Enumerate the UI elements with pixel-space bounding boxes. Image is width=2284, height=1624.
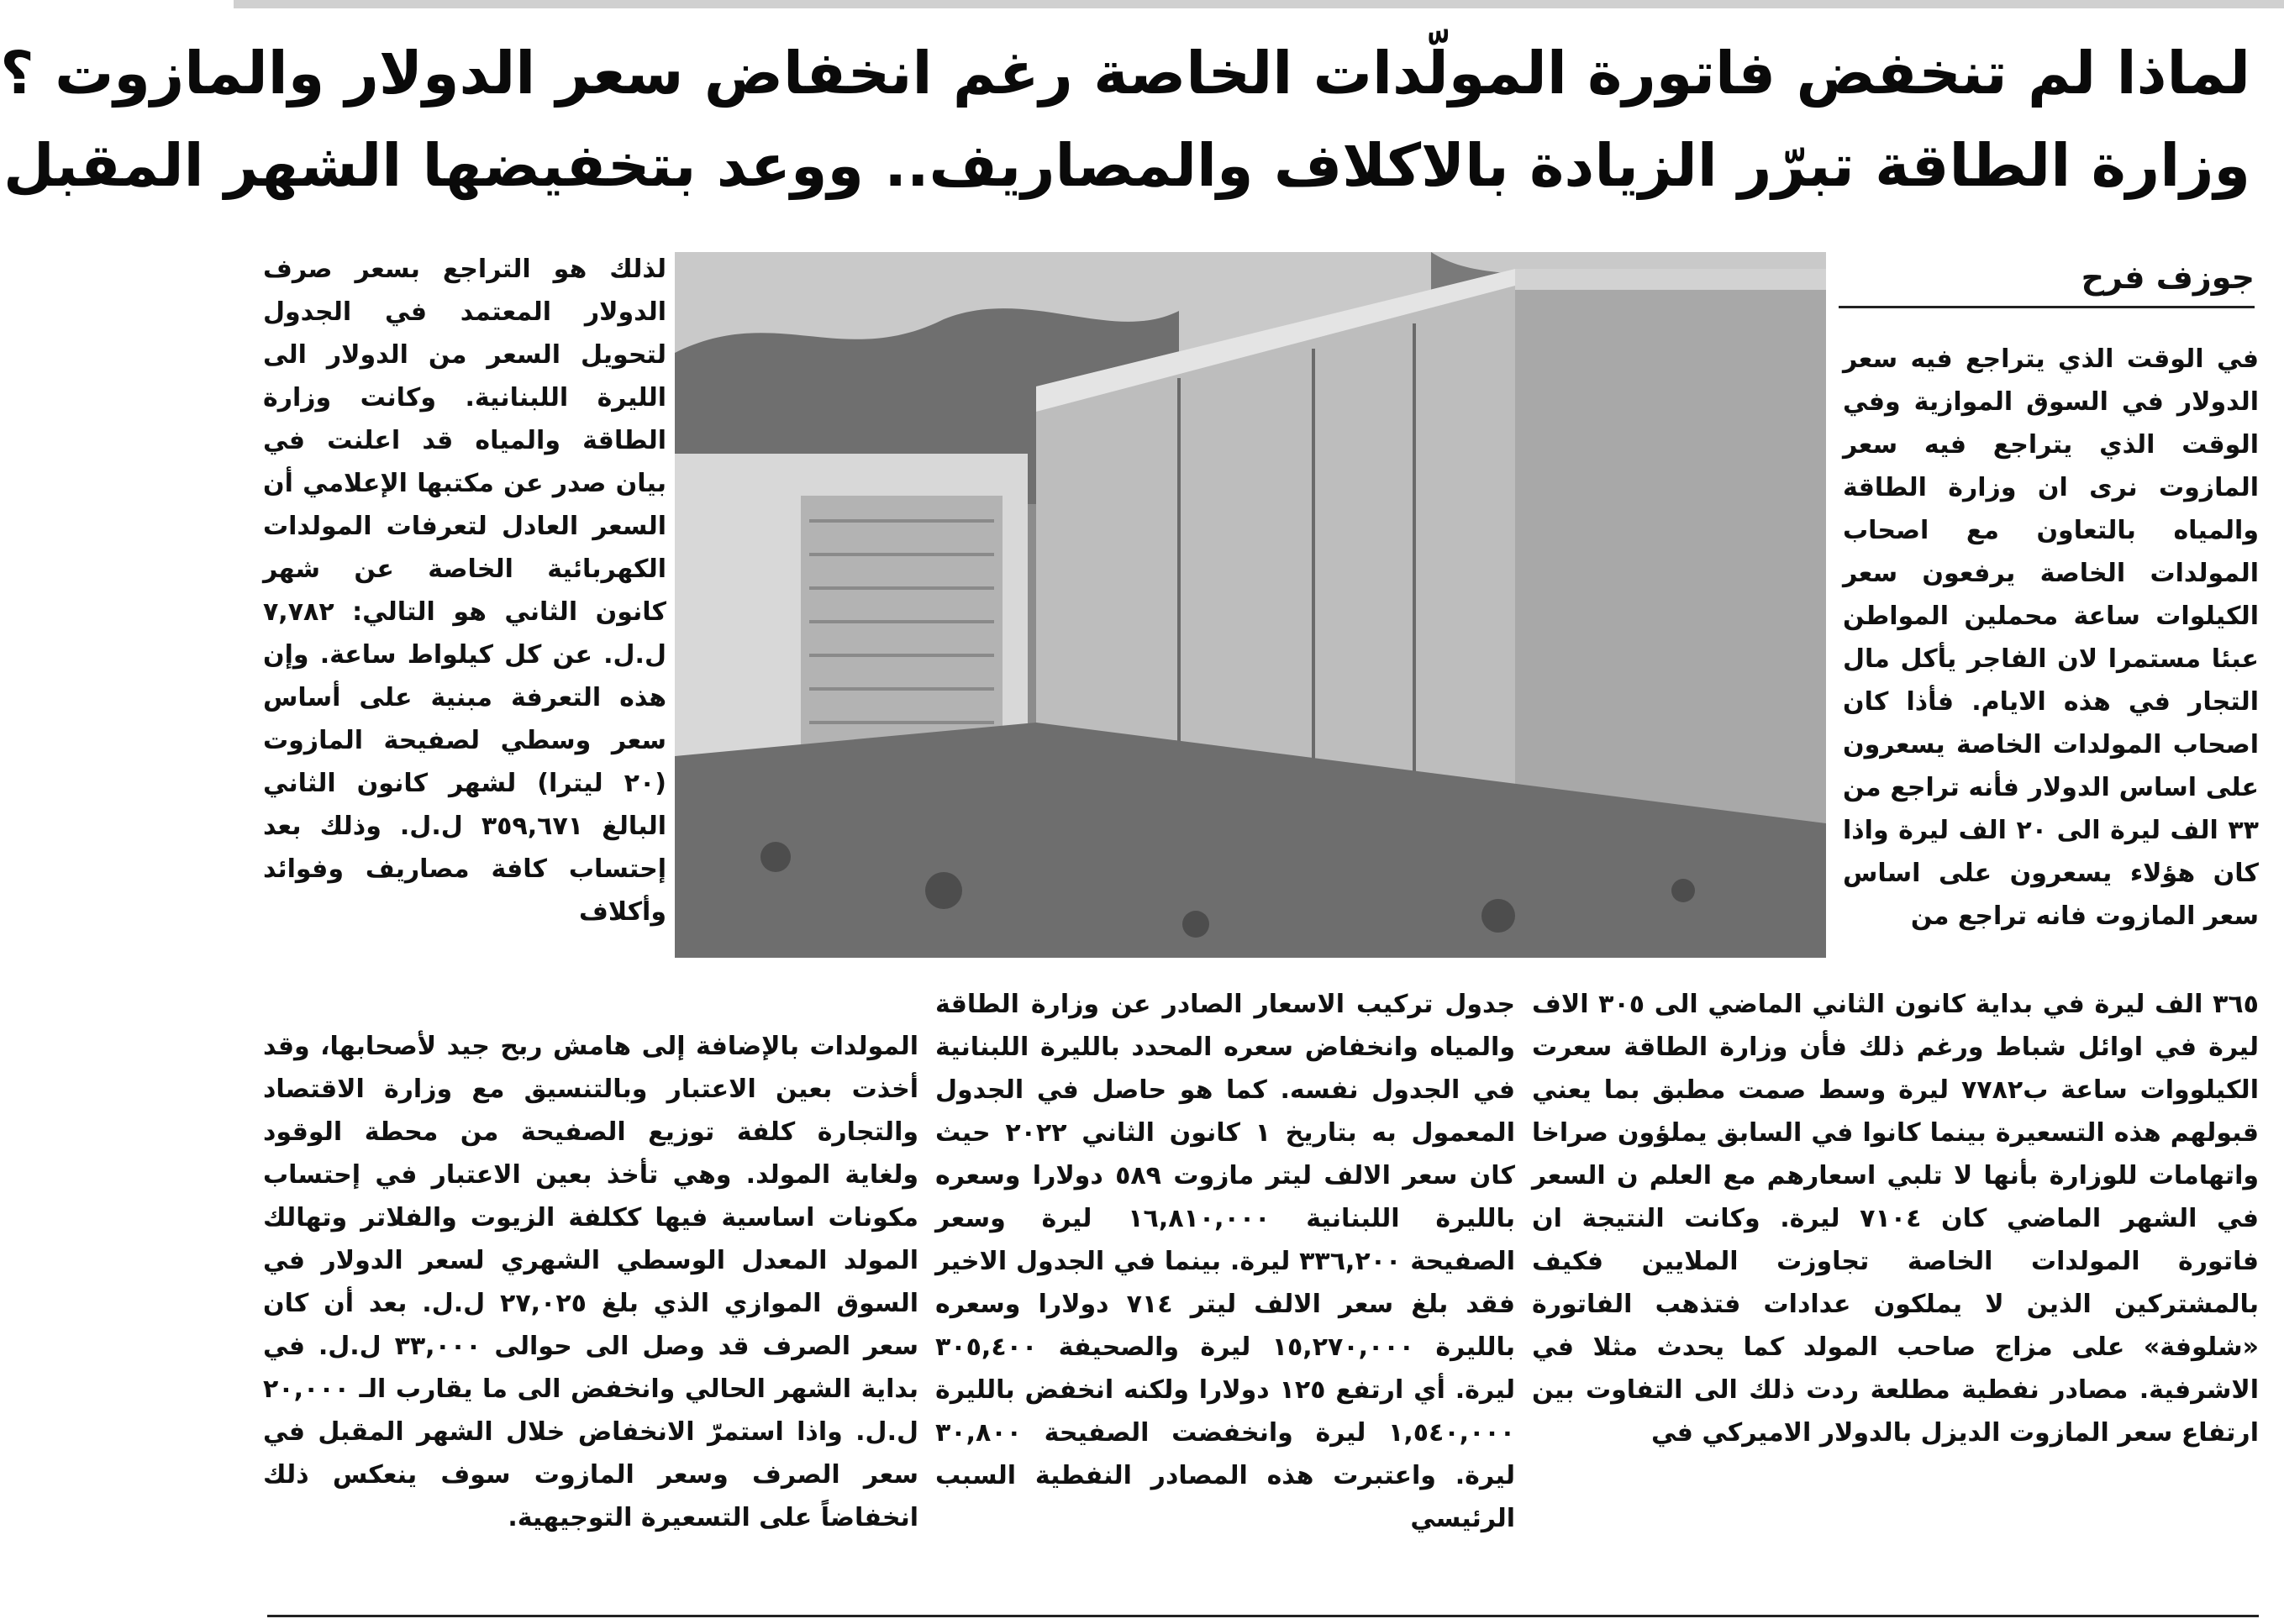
article-column-5: المولدات بالإضافة إلى هامش ربح جيد لأصحابها، وقد أخذت بعين الاعتبار وبالتنسيق مع وزارة الاقتصاد والتجارة كلفة توزيع الصفيحة من محطة الوقود ولغاية المولد. وهي تأخذ بعين الاعتبار في إحتساب مكونات اساسية فيها ككلفة الزيوت والفلاتر وتهالك المولد المعدل الوسطي الشهري لسعر الدولار في السوق الموازي الذي بلغ ٢٧,٠٢٥ ل.ل. بعد أن كان سعر الصرف قد وصل الى حوالى ٣٣,٠٠٠ ل.ل. في بداية الشهر الحالي وانخفض الى ما يقارب الـ ٢٠,٠٠٠ ل.ل. واذا استمرّ الانخفاض خلال الشهر المقبل في سعر الصرف وسعر المازوت سوف ينعكس ذلك انخفاضاً على التسعيرة التوجيهية. <box>263 1032 918 1532</box>
headline-line-1: لماذا لم تنخفض فاتورة المولّدات الخاصة رغم انخفاض سعر الدولار والمازوت ؟ <box>0 39 2250 108</box>
author-byline: جوزف فرح <box>1839 252 2255 308</box>
article-column-1: في الوقت الذي يتراجع فيه سعر الدولار في السوق الموازية وفي الوقت الذي يتراجع فيه سعر المازوت نرى ان وزارة الطاقة والمياه بالتعاون مع اصحاب المولدات الخاصة يرفعون سعر الكيلوات ساعة محملين المواطن عبئا مستمرا لان الفاجر يأكل مال التجار في هذه الايام. فأذا كان اصحاب المولدات الخاصة يسعرون على اساس الدولار فأنه تراجع من ٣٣ الف ليرة الى ٢٠ الف ليرة واذا كان هؤلاء يسعرون على اساس سعر المازوت فانه تراجع من <box>1843 344 2259 931</box>
article-column-2: ٣٦٥ الف ليرة في بداية كانون الثاني الماضي الى ٣٠٥ الاف ليرة في اوائل شباط ورغم ذلك فأن وزارة الطاقة سعرت الكيلووات ساعة ب٧٧٨٢ ليرة وسط صمت مطبق بما يعني قبولهم هذه التسعيرة بينما كانوا في السابق يملؤون صراخا واتهامات للوزارة بأنها لا تلبي اسعارهم مع العلم ن السعر في الشهر الماضي كان ٧١٠٤ ليرة. وكانت النتيجة ان فاتورة المولدات الخاصة تجاوزت الملايين فكيف بالمشتركين الذين لا يملكون عدادات فتذهب الفاتورة «شلوفة» على مزاج صاحب المولد كما يحدث مثلا في الاشرفية. مصادر نفطية مطلعة ردت ذلك الى التفاوت بين ارتفاع سعر المازوت الديزل بالدولار الاميركي في <box>1532 990 2259 1448</box>
generators-photo-illustration <box>675 252 1826 958</box>
top-rule <box>234 0 2284 8</box>
generators-photo <box>675 252 1826 958</box>
headline-line-2: وزارة الطاقة تبرّر الزيادة بالاكلاف والمصاريف.. ووعد بتخفيضها الشهر المقبل <box>3 131 2250 200</box>
article-column-4: لذلك هو التراجع بسعر صرف الدولار المعتمد في الجدول لتحويل السعر من الدولار الى الليرة اللبنانية. وكانت وزارة الطاقة والمياه قد اعلنت في بيان صدر عن مكتبها الإعلامي أن السعر العادل لتعرفات المولدات الكهربائية الخاصة عن شهر كانون الثاني هو التالي: ٧,٧٨٢ ل.ل. عن كل كيلواط ساعة. وإن هذه التعرفة مبنية على أساس سعر وسطي لصفيحة المازوت (٢٠ ليترا) لشهر كانون الثاني البالغ ٣٥٩,٦٧١ ل.ل. وذلك بعد إحتساب كافة مصاريف وفوائد وأكلاف <box>263 255 666 927</box>
bottom-rule <box>267 1615 2259 1617</box>
article-column-3: جدول تركيب الاسعار الصادر عن وزارة الطاقة والمياه وانخفاض سعره المحدد بالليرة اللبنانية في الجدول نفسه. كما هو حاصل في الجدول المعمول به بتاريخ ١ كانون الثاني ٢٠٢٢ حيث كان سعر الالف ليتر مازوت ٥٨٩ دولارا وسعره بالليرة اللبنانية ١٦,٨١٠,٠٠٠ ليرة وسعر الصفيحة ٣٣٦,٢٠٠ ليرة. بينما في الجدول الاخير فقد بلغ سعر الالف ليتر ٧١٤ دولارا وسعره بالليرة ١٥,٢٧٠,٠٠٠ ليرة والصحيفة ٣٠٥,٤٠٠ ليرة. أي ارتفع ١٢٥ دولارا ولكنه انخفض بالليرة ١,٥٤٠,٠٠٠ ليرة وانخفضت الصفيحة ٣٠,٨٠٠ ليرة. واعتبرت هذه المصادر النفطية السبب الرئيسي <box>935 990 1516 1533</box>
